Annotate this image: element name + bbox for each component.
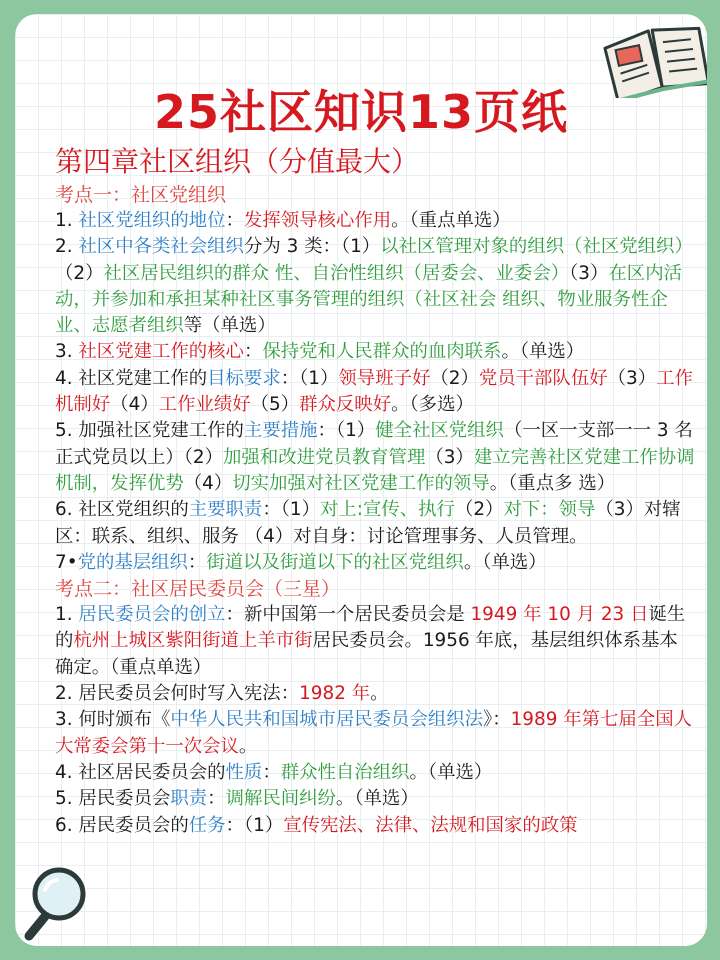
text-run: 4. 社区居民委员会的 (55, 761, 226, 783)
text-run: 。（单选） (463, 551, 547, 573)
text-run: （3） (425, 446, 474, 468)
text-run: 1. (55, 604, 79, 626)
text-run: 1. (55, 210, 79, 231)
text-run: 主要措施 (243, 420, 318, 442)
text-run: ： (243, 341, 263, 363)
text-run: 中华人民共和国城市居民委员会组织法 (170, 709, 484, 731)
text-run: （5） (250, 394, 300, 416)
text-run: 社区居民组织的群众 性、自治性组织（居委会、业委会） (103, 262, 570, 284)
text-run: 。（多选） (391, 394, 474, 416)
text-run: 居民委员会的创立 (78, 604, 226, 626)
note-card (15, 14, 707, 946)
note-item (55, 234, 695, 339)
text-run: （4） (183, 472, 233, 494)
text-run: 5. 加强社区党建工作的 (55, 420, 244, 442)
section-heading-2: 考点二：社区居民委员会（三星） (55, 578, 341, 601)
note-item (55, 497, 695, 550)
text-run: （3）对辖区：联系、组织、服务 （4）对自身：讨论管理事务、人员管理。 (55, 499, 681, 547)
text-run: ： (225, 210, 244, 231)
text-run: 。（重点多 选） (489, 472, 616, 494)
text-run: 工作业绩好 (158, 394, 251, 416)
text-run: 以社区管理对象的组织（社区党组织） (380, 236, 693, 258)
text-run: 加强和改进党员教育管理 (223, 446, 426, 468)
note-item (55, 813, 695, 839)
chapter-heading: 第四章社区组织（分值最大） (55, 145, 420, 178)
text-run: 2. 居民委员会何时写入宪法： (55, 683, 300, 705)
text-run: 分为 3 类：（1） (243, 236, 381, 258)
text-run: 。（单选） (501, 341, 585, 363)
magnifier-icon (15, 856, 101, 946)
text-run: 社区党组织的地位 (78, 210, 226, 231)
text-run: 杭州上城区紫阳街道上羊市街 (73, 630, 313, 652)
note-item (55, 707, 695, 760)
text-run: 保持党和人民群众的血肉联系 (262, 341, 502, 363)
text-run: 在区内活动，并参加和承担某种社区事务管理的组织（社区社会 组织、物业服务性企业、志愿者组织 (55, 262, 682, 337)
text-run: 党的基层组织 (77, 551, 188, 573)
text-run: ：（1） (317, 420, 376, 442)
text-run: 等（单选） (183, 315, 276, 337)
text-run: 诞生的 (55, 604, 686, 652)
text-run: ： (207, 788, 226, 810)
text-run: ：新中国第一个居民委员会是 (225, 604, 471, 626)
note-item (55, 681, 695, 707)
text-run: 宣传宪法、法律、法规和国家的政策 (283, 814, 578, 836)
text-run: 工作机制好 (55, 367, 693, 416)
note-item (55, 208, 695, 234)
text-run: 1982 年 (299, 683, 371, 705)
text-run: 街道以及街道以下的社区党组织 (206, 551, 464, 573)
text-run: 。（重点单选） (391, 210, 511, 231)
text-run: ：（1） (225, 814, 284, 836)
text-run: 4. 社区党建工作的 (55, 367, 208, 389)
text-run: 6. 社区党组织的 (55, 499, 189, 521)
text-run: 6. 居民委员会的 (55, 814, 189, 836)
text-run: 7• (55, 551, 78, 573)
text-run: 群众反映好 (299, 394, 392, 416)
text-run: 领导班子好 (338, 367, 431, 389)
text-run: 群众性自治组织 (280, 761, 410, 783)
note-item (55, 339, 695, 365)
text-run: ：（1） (262, 499, 321, 521)
text-run: 5. 居民委员会 (55, 788, 171, 810)
notes-content (55, 142, 695, 839)
text-run: 。 (370, 683, 389, 705)
text-run: 。 (238, 735, 258, 757)
text-run: （4） (110, 394, 159, 416)
text-run: 社区中各类社会组织 (78, 236, 244, 258)
text-run: 目标要求 (207, 367, 281, 389)
text-run: 切实加强对社区党建工作的领导 (232, 472, 490, 494)
text-run: 3. (55, 341, 79, 363)
text-run: 》： (483, 709, 511, 731)
text-run: 社区党建工作的核心 (78, 341, 244, 363)
text-run: ： (262, 761, 281, 783)
text-run: （2） (454, 499, 504, 521)
text-run: （一区一支部一一 3 名正式党员以上）（2） (55, 420, 693, 468)
note-item (55, 602, 695, 681)
text-run: 1949 年 10 月 23 日 (470, 604, 649, 626)
text-run: （2） (55, 262, 104, 284)
note-item (55, 366, 695, 419)
text-run: 性质 (225, 761, 263, 783)
text-run: 主要职责 (188, 499, 263, 521)
text-run: 党员干部队伍好 (478, 367, 608, 389)
text-run: 职责 (170, 788, 208, 810)
text-run: ：（1） (280, 367, 339, 389)
note-item (55, 786, 695, 812)
text-run: 建立完善社区党建工作协调机制，发挥优势 (55, 446, 695, 494)
note-item (55, 550, 695, 576)
text-run: 对上:宣传、执行 (320, 499, 455, 521)
text-run: （2） (430, 367, 479, 389)
text-run: 发挥领导核心作用 (243, 210, 392, 231)
text-run: 任务 (188, 814, 226, 836)
text-run: 调解民间纠纷 (225, 788, 336, 810)
text-run: 。（单选） (335, 788, 419, 810)
text-run: 2. (55, 236, 79, 258)
text-run: 1989 年第七届全国人大常委会第十一次会议 (55, 709, 692, 757)
text-run: （3） (569, 262, 609, 284)
text-run: 居民委员会。1956 年底，基层组织体系基本确定。（重点单选） (55, 630, 678, 678)
note-item (55, 760, 695, 786)
page-title: 25社区知识13页纸 (153, 85, 569, 139)
text-run: （3） (607, 367, 657, 389)
text-run: 。（单选） (409, 761, 493, 783)
section-heading-1: 考点一：社区党组织 (55, 184, 227, 206)
text-run: ： (187, 551, 207, 573)
text-run: 健全社区党组织 (375, 420, 504, 442)
note-item (55, 418, 695, 497)
text-run: 对下：领导 (503, 499, 596, 521)
text-run: 3. 何时颁布《 (55, 709, 171, 731)
